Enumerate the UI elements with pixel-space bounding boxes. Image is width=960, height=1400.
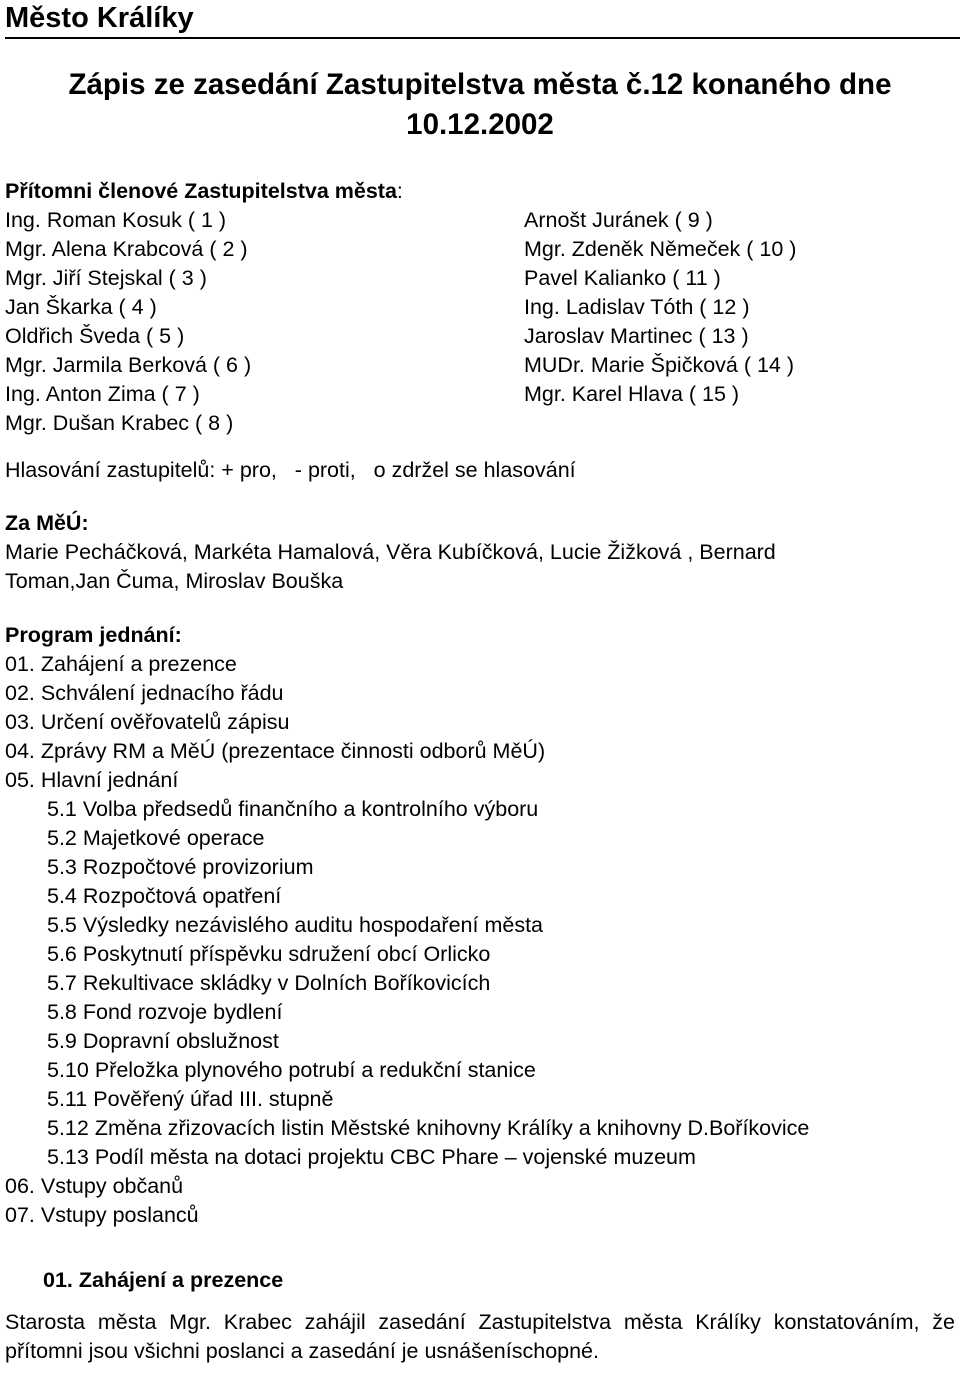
agenda-subitem: 5.13 Podíl města na dotaci projektu CBC Phare – vojenské muzeum bbox=[47, 1145, 696, 1169]
agenda-subitem: 5.7 Rekultivace skládky v Dolních Boříkovicích bbox=[47, 971, 491, 995]
agenda-subitem: 5.11 Pověřený úřad III. stupně bbox=[47, 1087, 334, 1111]
member-name: Mgr. Dušan Krabec ( 8 ) bbox=[5, 411, 234, 435]
office-staff-line-2: Toman,Jan Čuma, Miroslav Bouška bbox=[5, 569, 344, 593]
agenda-item: 03. Určení ověřovatelů zápisu bbox=[5, 710, 290, 734]
header-rule bbox=[5, 37, 960, 39]
member-name: Jaroslav Martinec ( 13 ) bbox=[524, 324, 749, 348]
document-title-line-2: 10.12.2002 bbox=[406, 108, 554, 141]
office-heading: Za MěÚ: bbox=[5, 511, 89, 535]
member-name: Mgr. Karel Hlava ( 15 ) bbox=[524, 382, 740, 406]
member-name: Jan Škarka ( 4 ) bbox=[5, 295, 157, 319]
member-name: Ing. Anton Zima ( 7 ) bbox=[5, 382, 200, 406]
agenda-item: 02. Schválení jednacího řádu bbox=[5, 681, 284, 705]
agenda-subitem: 5.6 Poskytnutí příspěvku sdružení obcí Orlicko bbox=[47, 942, 491, 966]
present-members-colon: : bbox=[396, 179, 403, 203]
agenda-item: 01. Zahájení a prezence bbox=[5, 652, 237, 676]
agenda-item: 07. Vstupy poslanců bbox=[5, 1203, 199, 1227]
member-name: Ing. Ladislav Tóth ( 12 ) bbox=[524, 295, 750, 319]
member-name: Oldřich Šveda ( 5 ) bbox=[5, 324, 185, 348]
member-name: Mgr. Jiří Stejskal ( 3 ) bbox=[5, 266, 207, 290]
member-name: MUDr. Marie Špičková ( 14 ) bbox=[524, 353, 795, 377]
document-title-line-1: Zápis ze zasedání Zastupitelstva města č.12 konaného dne bbox=[68, 68, 892, 101]
agenda-list bbox=[5, 650, 955, 1230]
member-name: Pavel Kalianko ( 11 ) bbox=[524, 266, 721, 290]
agenda-subitem: 5.8 Fond rozvoje bydlení bbox=[47, 1000, 283, 1024]
section-heading-01: 01. Zahájení a prezence bbox=[43, 1268, 284, 1292]
agenda-item: 04. Zprávy RM a MěÚ (prezentace činnosti odborů MěÚ) bbox=[5, 739, 546, 763]
member-name: Ing. Roman Kosuk ( 1 ) bbox=[5, 208, 227, 232]
agenda-subitem: 5.12 Změna zřizovacích listin Městské knihovny Králíky a knihovny D.Boříkovice bbox=[47, 1116, 810, 1140]
present-members-label: Přítomni členové Zastupitelstva města bbox=[5, 179, 397, 203]
agenda-subitem: 5.2 Majetkové operace bbox=[47, 826, 265, 850]
program-heading: Program jednání: bbox=[5, 623, 182, 647]
document-title bbox=[5, 65, 955, 145]
office-staff-line-1: Marie Pecháčková, Markéta Hamalová, Věra Kubíčková, Lucie Žižková , Bernard bbox=[5, 540, 776, 564]
agenda-subitem: 5.4 Rozpočtová opatření bbox=[47, 884, 282, 908]
member-name: Mgr. Zdeněk Němeček ( 10 ) bbox=[524, 237, 797, 261]
present-members-heading bbox=[5, 177, 955, 206]
agenda-item: 06. Vstupy občanů bbox=[5, 1174, 184, 1198]
agenda-subitem: 5.1 Volba předsedů finančního a kontrolního výboru bbox=[47, 797, 539, 821]
document-page bbox=[5, 0, 955, 1366]
agenda-subitem: 5.5 Výsledky nezávislého auditu hospodaření města bbox=[47, 913, 544, 937]
office-staff bbox=[5, 538, 955, 596]
member-name: Mgr. Alena Krabcová ( 2 ) bbox=[5, 237, 248, 261]
agenda-subitem: 5.3 Rozpočtové provizorium bbox=[47, 855, 314, 879]
member-column-right bbox=[524, 206, 954, 438]
section-paragraph-01: Starosta města Mgr. Krabec zahájil zasedání Zastupitelstva města Králíky konstatováním, že přítomni jsou všichni poslanci a zasedání je usnášeníschopné. bbox=[5, 1310, 955, 1363]
agenda-subitem: 5.9 Dopravní obslužnost bbox=[47, 1029, 279, 1053]
member-name: Arnošt Juránek ( 9 ) bbox=[524, 208, 713, 232]
voting-legend: Hlasování zastupitelů: + pro, - proti, o zdržel se hlasování bbox=[5, 458, 576, 482]
agenda-subitem: 5.10 Přeložka plynového potrubí a redukční stanice bbox=[47, 1058, 536, 1082]
member-list bbox=[5, 206, 955, 438]
agenda-item: 05. Hlavní jednání bbox=[5, 768, 179, 792]
town-header: Město Králíky bbox=[5, 2, 194, 34]
member-name: Mgr. Jarmila Berková ( 6 ) bbox=[5, 353, 252, 377]
member-column-left bbox=[5, 206, 524, 438]
